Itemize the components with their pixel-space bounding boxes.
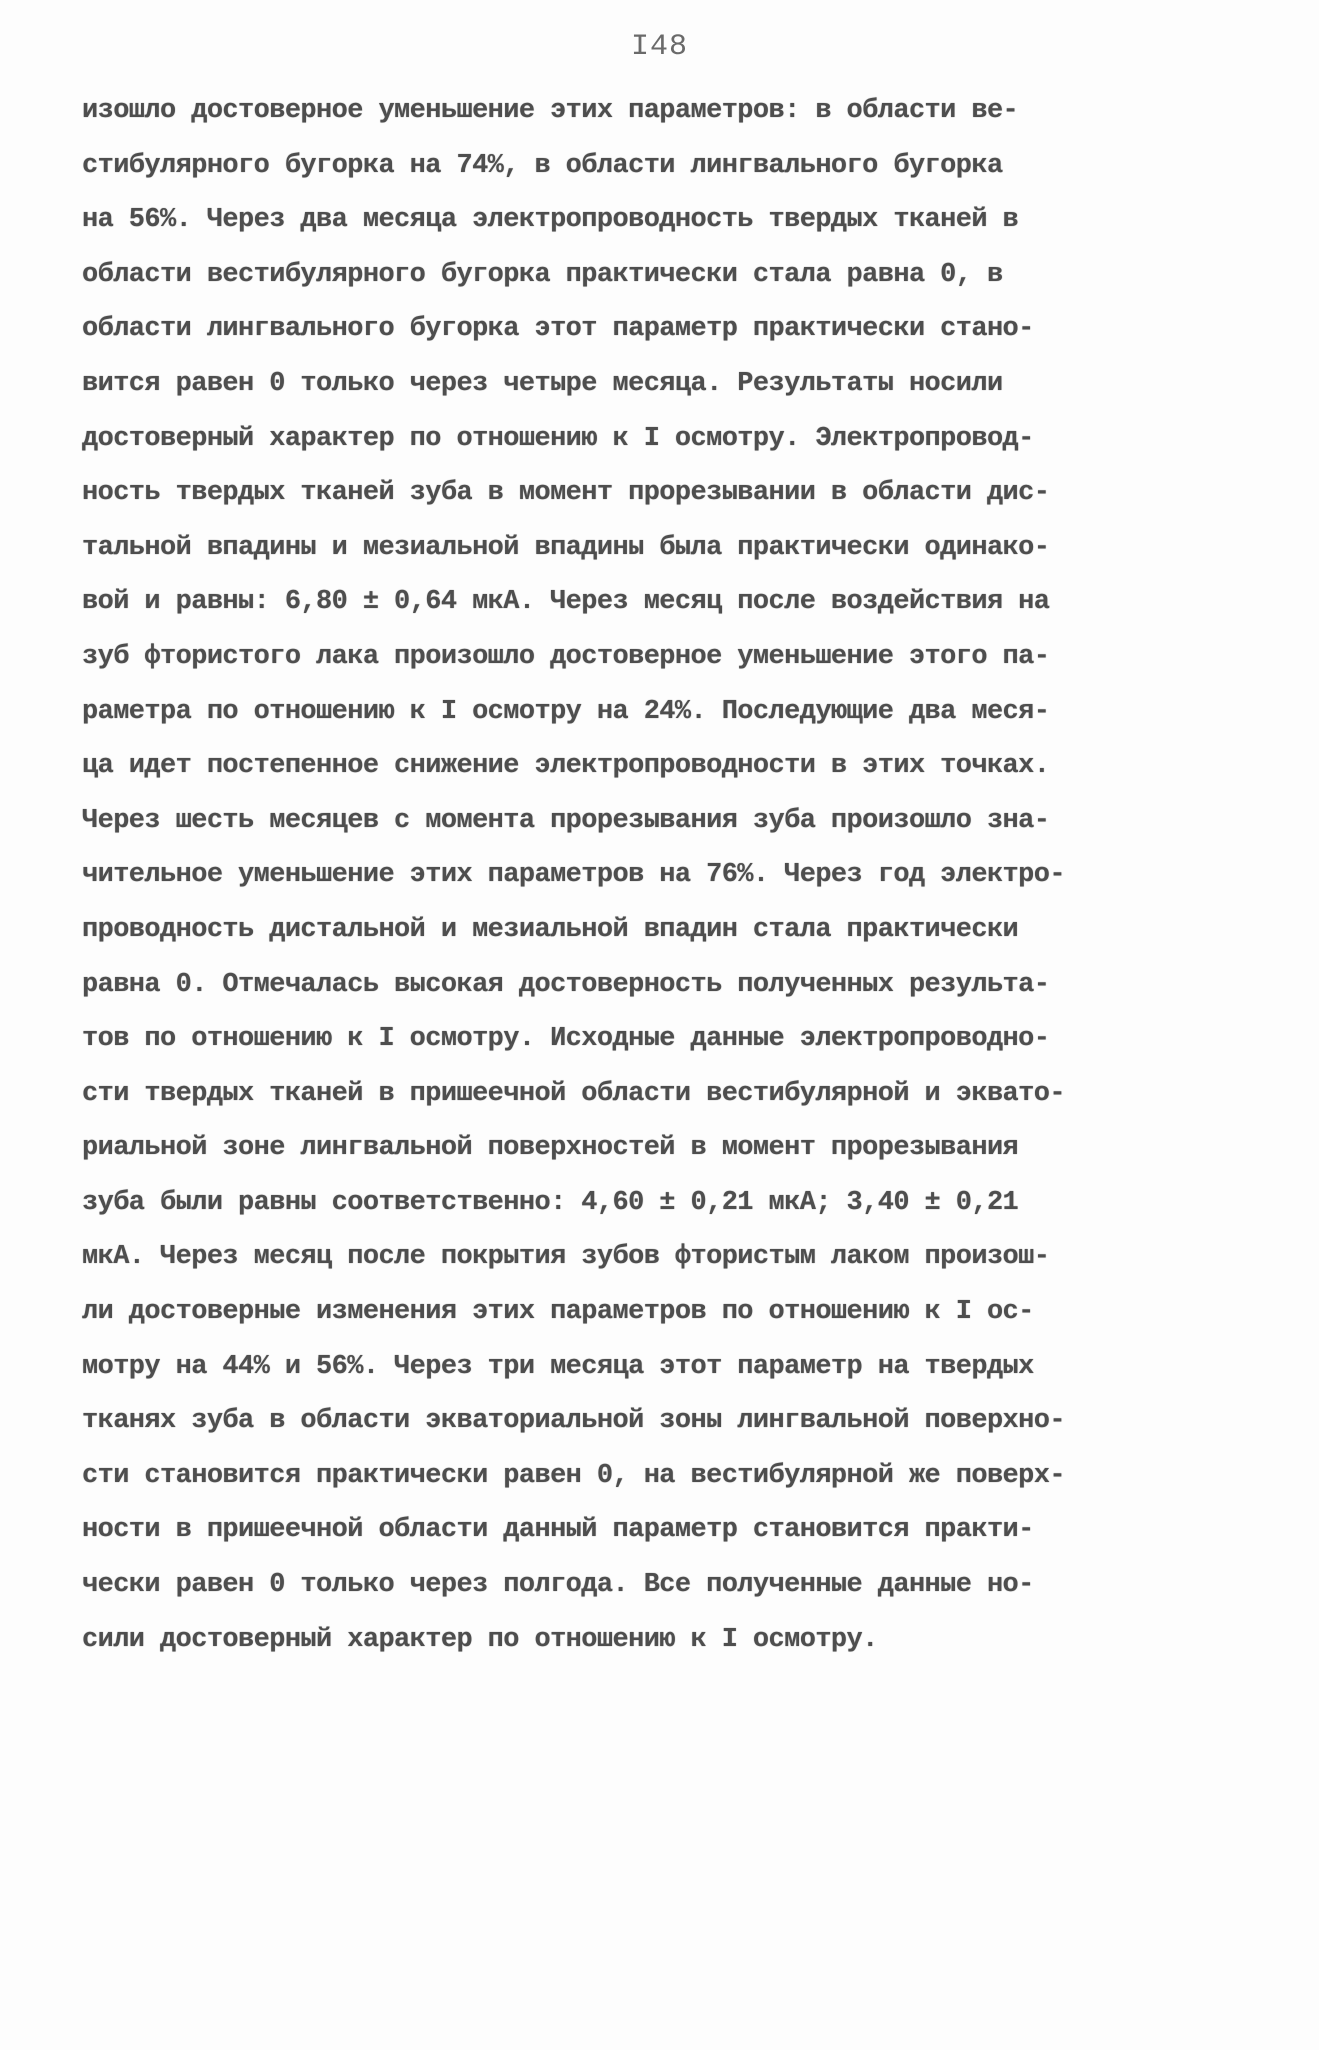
- text-line: проводность дистальной и мезиальной впадин стала практически: [82, 914, 1019, 945]
- text-line: области вестибулярного бугорка практически стала равна 0, в: [82, 259, 1003, 290]
- text-line: Через шесть месяцев с момента прорезывания зуба произошло зна-: [82, 805, 1050, 836]
- text-line: тов по отношению к I осмотру. Исходные данные электропроводно-: [82, 1024, 1050, 1055]
- text-line: ности в пришеечной области данный параметр становится практи-: [82, 1515, 1034, 1546]
- text-line: ли достоверные изменения этих параметров по отношению к I ос-: [82, 1297, 1034, 1328]
- text-line: зуба были равны соответственно: 4,60 ± 0,21 мкА; 3,40 ± 0,21: [82, 1187, 1019, 1218]
- text-line: мкА. Через месяц после покрытия зубов фтористым лаком произош-: [82, 1242, 1050, 1273]
- text-line: сти твердых тканей в пришеечной области вестибулярной и эквато-: [82, 1078, 1065, 1109]
- text-line: ность твердых тканей зуба в момент прорезывании в области дис-: [82, 478, 1050, 509]
- text-line: области лингвального бугорка этот параметр практически стано-: [82, 314, 1034, 345]
- text-line: тальной впадины и мезиальной впадины была практически одинако-: [82, 532, 1050, 563]
- text-line: сили достоверный характер по отношению к I осмотру.: [82, 1624, 878, 1655]
- text-line: изошло достоверное уменьшение этих параметров: в области ве-: [82, 96, 1019, 126]
- body-text: [82, 84, 1252, 1667]
- text-line: стибулярного бугорка на 74%, в области лингвального бугорка: [82, 150, 1003, 181]
- text-line: вой и равны: 6,80 ± 0,64 мкА. Через месяц после воздействия на: [82, 587, 1050, 618]
- text-line: риальной зоне лингвальной поверхностей в момент прорезывания: [82, 1133, 1019, 1164]
- text-line: тканях зуба в области экваториальной зоны лингвальной поверхно-: [82, 1406, 1065, 1437]
- text-line: зуб фтористого лака произошло достоверное уменьшение этого па-: [82, 641, 1050, 672]
- text-line: мотру на 44% и 56%. Через три месяца этот параметр на твердых: [82, 1351, 1034, 1382]
- text-line: равна 0. Отмечалась высокая достоверность полученных результа-: [82, 969, 1050, 1000]
- text-line: чительное уменьшение этих параметров на 76%. Через год электро-: [82, 860, 1065, 891]
- text-line: ца идет постепенное снижение электропроводности в этих точках.: [82, 751, 1050, 782]
- text-line: вится равен 0 только через четыре месяца. Результаты носили: [82, 368, 1003, 399]
- text-line: раметра по отношению к I осмотру на 24%. Последующие два меся-: [82, 696, 1050, 727]
- text-line: чески равен 0 только через полгода. Все полученные данные но-: [82, 1570, 1034, 1601]
- text-line: достоверный характер по отношению к I осмотру. Электропровод-: [82, 423, 1034, 454]
- text-line: на 56%. Через два месяца электропроводность твердых тканей в: [82, 205, 1019, 236]
- page-number: I48: [630, 30, 688, 64]
- text-line: сти становится практически равен 0, на вестибулярной же поверх-: [82, 1460, 1065, 1491]
